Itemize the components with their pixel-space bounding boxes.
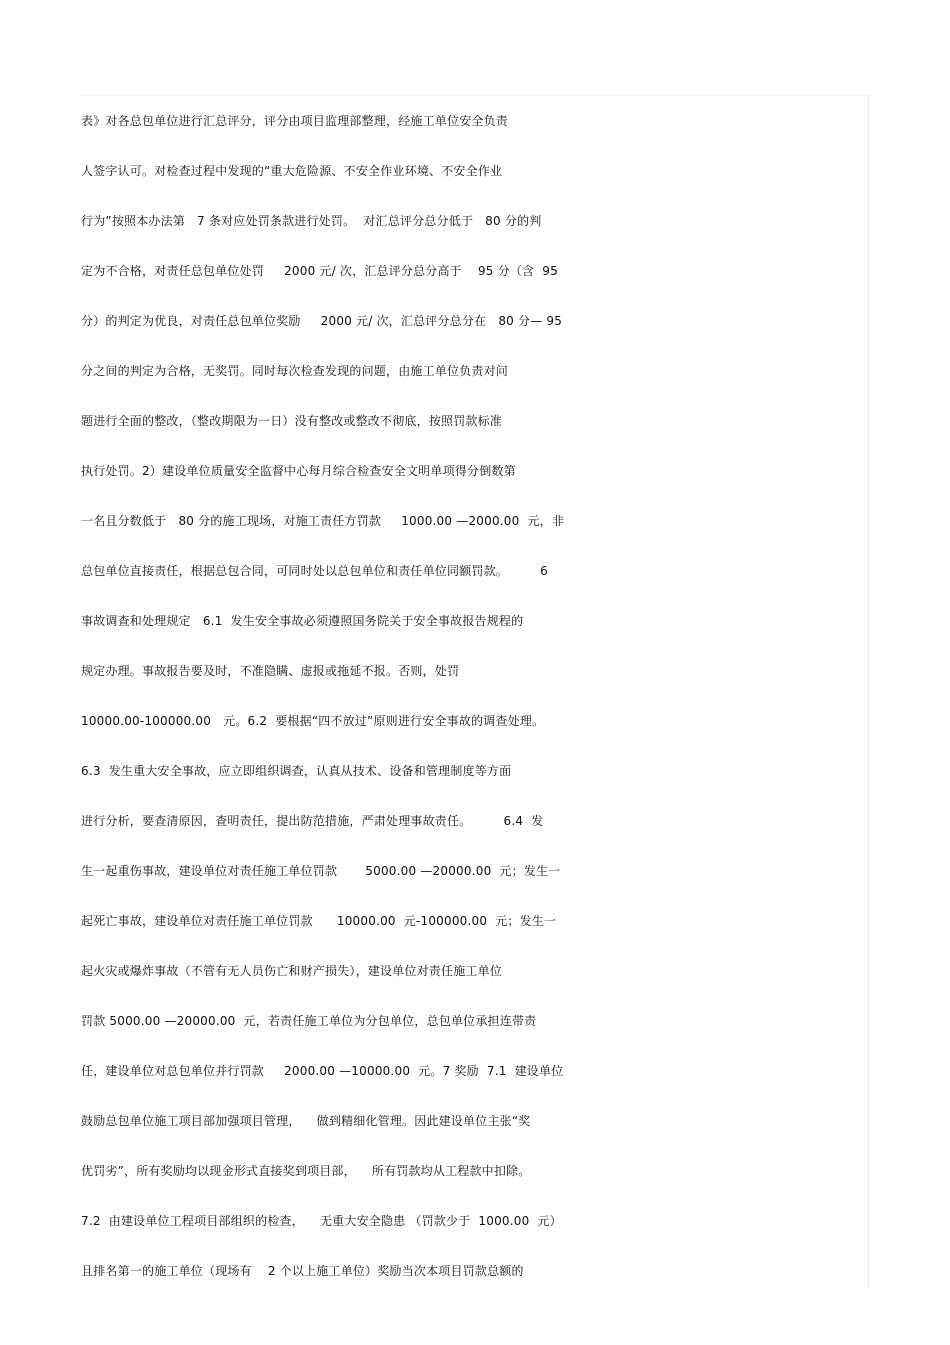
text-line: 人签字认可。对检查过程中发现的“重大危险源、不安全作业环境、不安全作业 (81, 164, 503, 178)
text-line: 起死亡事故，建设单位对责任施工单位罚款 10000.00 元-100000.00 元；发生一 (81, 914, 557, 928)
text-line: 行为”按照本办法第 7 条对应处罚条款进行处罚。 对汇总评分总分低于 80 分的判 (81, 214, 542, 228)
text-line: 题进行全面的整改，（整改期限为一日）没有整改或整改不彻底，按照罚款标准 (81, 414, 503, 428)
text-line: 分之间的判定为合格，无奖罚。同时每次检查发现的问题，由施工单位负责对问 (81, 364, 509, 378)
text-line: 分）的判定为优良，对责任总包单位奖励 2000 元/ 次，汇总评分总分在 80 分— 95 (81, 314, 563, 328)
text-line: 规定办理。事故报告要及时，不准隐瞒、虚报或拖延不报。否则，处罚 (81, 664, 460, 678)
text-line: 定为不合格，对责任总包单位处罚 2000 元/ 次，汇总评分总分高于 95 分（含 95 (81, 264, 558, 278)
body-text (81, 96, 876, 1296)
text-line: 表》对各总包单位进行汇总评分，评分由项目监理部整理，经施工单位安全负责 (81, 114, 509, 128)
text-line: 且排名第一的施工单位（现场有 2 个以上施工单位）奖励当次本项目罚款总额的 (81, 1264, 524, 1278)
text-line: 鼓励总包单位施工项目部加强项目管理， 做到精细化管理。因此建设单位主张“奖 (81, 1114, 531, 1128)
text-line: 执行处罚。2）建设单位质量安全监督中心每月综合检查安全文明单项得分倒数第 (81, 464, 516, 478)
text-line: 10000.00-100000.00 元。6.2 要根据“四不放过”原则进行安全事故的调查处理。 (81, 714, 545, 728)
text-line: 进行分析，要查清原因，查明责任，提出防范措施，严肃处理事故责任。 6.4 发 (81, 814, 544, 828)
text-line: 任，建设单位对总包单位并行罚款 2000.00 —10000.00 元。7 奖励 7.1 建设单位 (81, 1064, 564, 1078)
text-line: 生一起重伤事故，建设单位对责任施工单位罚款 5000.00 —20000.00 元；发生一 (81, 864, 561, 878)
text-line: 事故调查和处理规定 6.1 发生安全事故必须遵照国务院关于安全事故报告规程的 (81, 614, 524, 628)
text-line: 一名且分数低于 80 分的施工现场，对施工责任方罚款 1000.00 —2000.00 元，非 (81, 514, 565, 528)
text-line: 优罚劣”，所有奖励均以现金形式直接奖到项目部， 所有罚款均从工程款中扣除。 (81, 1164, 531, 1178)
text-line: 总包单位直接责任，根据总包合同，可同时处以总包单位和责任单位同额罚款。 6 (81, 564, 548, 578)
text-line: 6.3 发生重大安全事故，应立即组织调查，认真从技术、设备和管理制度等方面 (81, 764, 512, 778)
text-line: 7.2 由建设单位工程项目部组织的检查， 无重大安全隐患 （罚款少于 1000.00 元） (81, 1214, 562, 1228)
text-line: 起火灾或爆炸事故（不管有无人员伤亡和财产损失），建设单位对责任施工单位 (81, 964, 503, 978)
text-line: 罚款 5000.00 —20000.00 元，若责任施工单位为分包单位，总包单位承担连带责 (81, 1014, 537, 1028)
